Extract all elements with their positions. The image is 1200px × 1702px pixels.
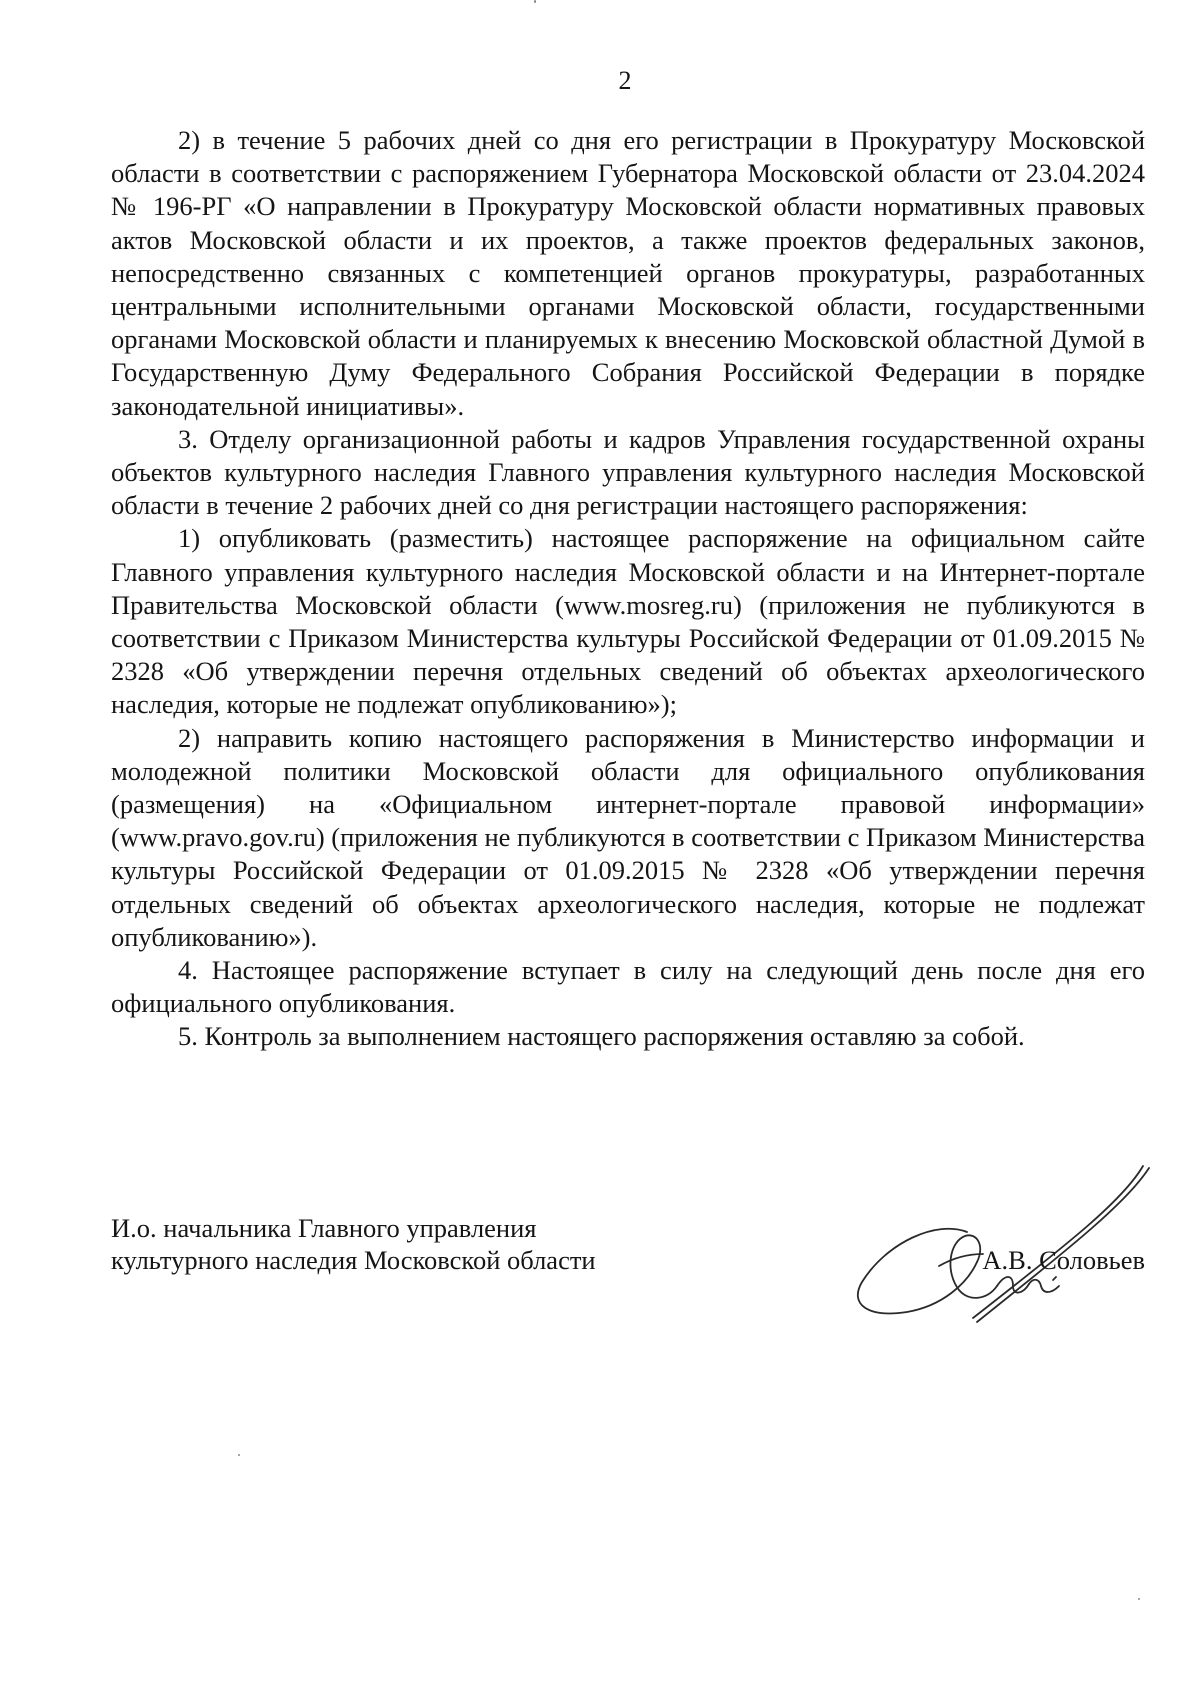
signer-title-line-1: И.о. начальника Главного управления [111, 1213, 537, 1243]
paragraph-item-2-send-copy: 2) направить копию настоящего распоряжения в Министерство информации и молодежной политики Московской области для официального опубликования (размещения) на «Официальном интернет-портале правовой информации» (www.pravo.gov.ru) (приложения не публикуются в соответствии с Приказом Министерства культуры Российской Федерации от 01.09.2015 № 2328 «Об утверждении перечня отдельных сведений об объектах археологического наследия, которые не подлежат опубликованию»). [111, 722, 1145, 952]
signer-title-line-2: культурного наследия Московской области [111, 1245, 596, 1275]
paragraph-item-2-prosecutor: 2) в течение 5 рабочих дней со дня его регистрации в Прокуратуру Московской области в соответствии с распоряжением Губернатора Московской области от 23.04.2024 № 196-РГ «О направлении в Прокуратуру Московской области нормативных правовых актов Московской области и их проектов, а также проектов федеральных законов, непосредственно связанных с компетенцией органов прокуратуры, разработанных центральными исполнительными органами Московской области, государственными органами Московской области и планируемых к внесению Московской областной Думой в Государственную Думу Федерального Собрания Российской Федерации в порядке законодательной инициативы». [111, 125, 1145, 421]
scan-speck [534, 0, 536, 3]
document-body [111, 124, 1145, 1054]
signer-name: А.В. Соловьев [982, 1245, 1145, 1275]
paragraph-item-1-publish: 1) опубликовать (разместить) настоящее распоряжение на официальном сайте Главного управления культурного наследия Московской области и на Интернет-портале Правительства Московской области (www.mosreg.ru) (приложения не публикуются в соответствии с Приказом Министерства культуры Российской Федерации от 01.09.2015 № 2328 «Об утверждении перечня отдельных сведений об объектах археологического наследия, которые не подлежат опубликованию»); [111, 523, 1145, 720]
paragraph-point-4: 4. Настоящее распоряжение вступает в силу на следующий день после дня его официального опубликования. [111, 955, 1145, 1019]
scan-speck [1138, 1598, 1140, 1600]
scan-speck [238, 1454, 240, 1456]
paragraph-point-3: 3. Отделу организационной работы и кадров Управления государственной охраны объектов культурного наследия Главного управления культурного наследия Московской области в течение 2 рабочих дней со дня регистрации настоящего распоряжения: [111, 423, 1145, 521]
paragraph-point-5: 5. Контроль за выполнением настоящего распоряжения оставляю за собой. [178, 1021, 1025, 1052]
page-number: 2 [618, 66, 632, 95]
signer-title [111, 1212, 596, 1276]
signature-block [111, 1212, 1145, 1332]
